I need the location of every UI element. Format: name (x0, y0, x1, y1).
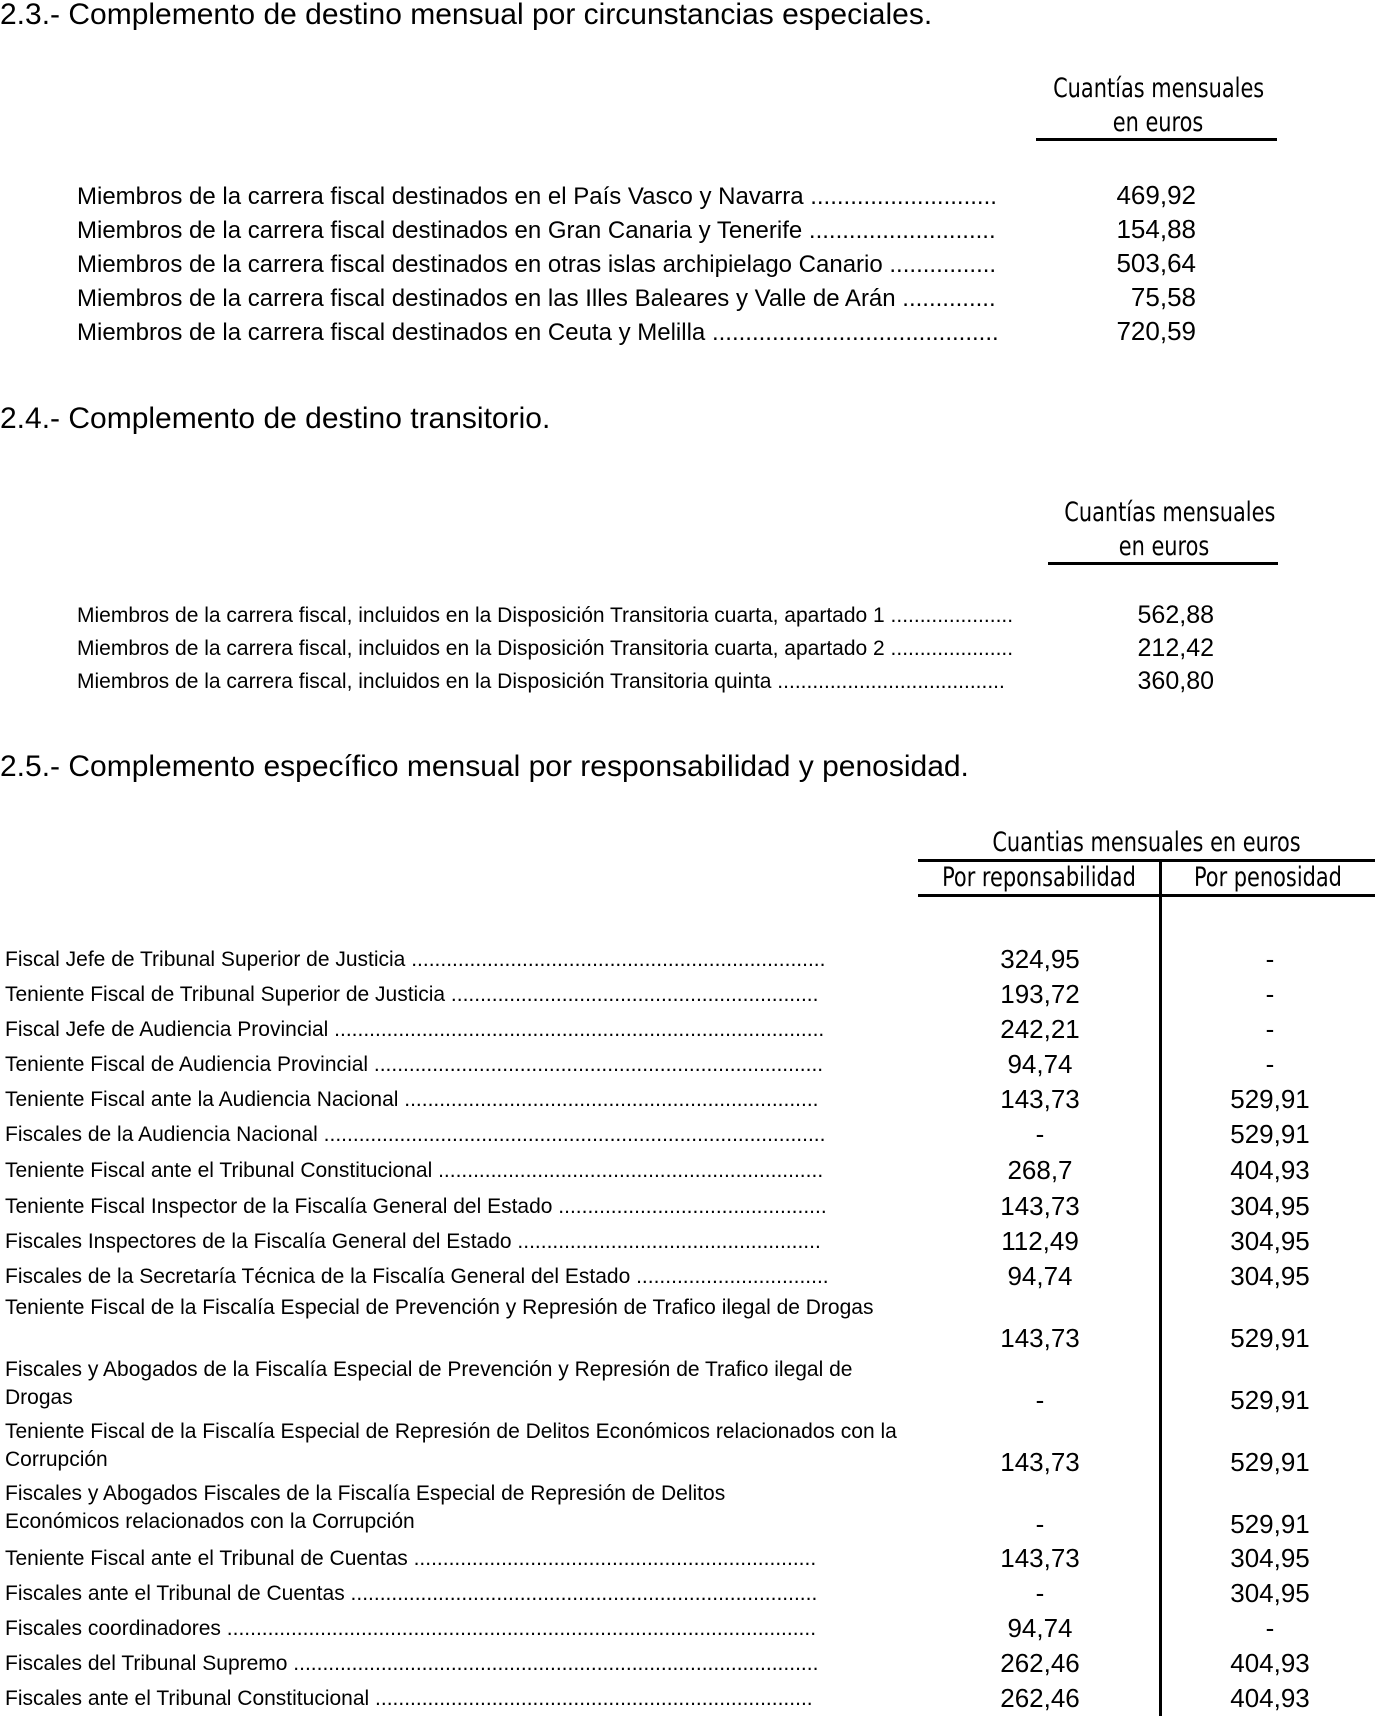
table-row-resp: 143,73 (1000, 1323, 1080, 1353)
table-row-resp: 324,95 (1000, 944, 1080, 974)
table-row-pen: 304,95 (1230, 1543, 1310, 1573)
table-row-label: Miembros de la carrera fiscal, incluidos en la Disposición Transitoria cuarta, apartado 1 ..................... (77, 604, 1014, 627)
table-row-pen: - (1265, 1049, 1275, 1079)
table-row-label: Miembros de la carrera fiscal, incluidos en la Disposición Transitoria cuarta, apartado 2 ..................... (77, 637, 1014, 660)
section-2-5-group-header: Cuantias mensuales en euros (992, 827, 1301, 858)
table-row-label: Fiscales de la Secretaría Técnica de la Fiscalía General del Estado ................................. (5, 1265, 829, 1288)
table-row-resp: - (1035, 1578, 1045, 1608)
table-row-pen: - (1265, 1014, 1275, 1044)
table-row-value: 75,58 (1130, 282, 1196, 312)
section-2-5-col2-header: Por penosidad (1194, 862, 1342, 893)
section-2-4-column-header-line2: en euros (1118, 531, 1210, 562)
table-row-label: Miembros de la carrera fiscal destinados en otras islas archipielago Canario ................ (77, 251, 997, 278)
table-row-pen: - (1265, 979, 1275, 1009)
table-row-resp: 193,72 (1000, 979, 1080, 1009)
table-row-value: 154,88 (1116, 214, 1196, 244)
table-row-pen: 404,93 (1230, 1683, 1310, 1713)
table-row-resp: 242,21 (1000, 1014, 1080, 1044)
table-row-pen: 304,95 (1230, 1261, 1310, 1291)
section-2-4-column-header-line1: Cuantías mensuales (1064, 497, 1276, 528)
table-row-resp: 112,49 (1001, 1226, 1079, 1256)
table-row-label: Miembros de la carrera fiscal destinados en Ceuta y Melilla ........................................... (77, 319, 999, 346)
table-row-label: Teniente Fiscal de Audiencia Provincial ............................................................................. (5, 1053, 824, 1076)
table-row-label: Miembros de la carrera fiscal destinados en Gran Canaria y Tenerife ............................ (77, 217, 996, 244)
table-row-label: Miembros de la carrera fiscal destinados en las Illes Baleares y Valle de Arán .............. (77, 285, 996, 312)
table-row-pen: 529,91 (1230, 1084, 1310, 1114)
section-2-3-column-header-line2: en euros (1112, 107, 1204, 138)
table-row-pen: - (1265, 944, 1275, 974)
table-row-pen: 304,95 (1230, 1226, 1310, 1256)
table-row-label: Fiscales ante el Tribunal Constitucional ........................................................................... (5, 1687, 813, 1710)
table-row-pen: 404,93 (1230, 1155, 1310, 1185)
table-row-resp: 143,73 (1000, 1447, 1080, 1477)
table-row-resp: - (1035, 1385, 1045, 1415)
section-2-5-header-rule (918, 894, 1375, 897)
table-row-label: Teniente Fiscal de la Fiscalía Especial de Prevención y Represión de Trafico ilegal de Drogas (5, 1296, 874, 1319)
table-row-pen: 529,91 (1230, 1119, 1310, 1149)
section-2-5-column-divider (1159, 860, 1162, 1716)
table-row-pen: 304,95 (1230, 1191, 1310, 1221)
section-2-5-heading: 2.5.- Complemento específico mensual por responsabilidad y penosidad. (0, 750, 969, 783)
table-row-label: Fiscales del Tribunal Supremo .......................................................................................... (5, 1652, 819, 1675)
table-row-pen: 529,91 (1230, 1323, 1310, 1353)
table-row-label: Teniente Fiscal Inspector de la Fiscalía General del Estado .............................................. (5, 1195, 827, 1218)
table-row-resp: 268,7 (1007, 1155, 1073, 1185)
table-row-label: Fiscales Inspectores de la Fiscalía General del Estado .................................................... (5, 1230, 821, 1253)
table-row-label: Miembros de la carrera fiscal, incluidos en la Disposición Transitoria quinta ....................................... (77, 670, 1005, 693)
table-row-label: Teniente Fiscal ante la Audiencia Nacional ....................................................................... (5, 1088, 819, 1111)
table-row-value: 360,80 (1137, 667, 1214, 695)
table-row-pen: - (1265, 1613, 1275, 1643)
table-row-label: Teniente Fiscal ante el Tribunal Constitucional .................................................................. (5, 1159, 824, 1182)
table-row-pen: 529,91 (1230, 1509, 1310, 1539)
table-row-label: Teniente Fiscal ante el Tribunal de Cuentas ..................................................................... (5, 1547, 817, 1570)
table-row-value: 562,88 (1137, 601, 1214, 629)
table-row-resp: 262,46 (1000, 1683, 1080, 1713)
table-row-resp: 143,73 (1000, 1191, 1080, 1221)
table-row-resp: - (1035, 1509, 1045, 1539)
table-row-resp: 94,74 (1007, 1049, 1073, 1079)
table-row-pen: 529,91 (1230, 1447, 1310, 1477)
table-row-pen: 304,95 (1230, 1578, 1310, 1608)
table-row-label: Fiscales y Abogados de la Fiscalía Especial de Prevención y Represión de Trafico ilegal de Drogas (5, 1358, 853, 1409)
table-row-label: Teniente Fiscal de Tribunal Superior de Justicia ............................................................... (5, 983, 819, 1006)
section-2-3-header-rule (1036, 138, 1277, 141)
table-row-label: Fiscal Jefe de Audiencia Provincial .................................................................................... (5, 1018, 825, 1041)
table-row-label: Fiscales ante el Tribunal de Cuentas ................................................................................ (5, 1582, 818, 1605)
table-row-resp: 94,74 (1007, 1261, 1073, 1291)
section-2-3-heading: 2.3.- Complemento de destino mensual por circunstancias especiales. (0, 0, 933, 31)
table-row-resp: 143,73 (1000, 1084, 1080, 1114)
section-2-5-col1-header: Por reponsabilidad (942, 862, 1136, 893)
table-row-resp: - (1035, 1119, 1045, 1149)
section-2-4-header-rule (1048, 562, 1278, 565)
table-row-value: 212,42 (1137, 634, 1214, 662)
table-row-label: Teniente Fiscal de la Fiscalía Especial de Represión de Delitos Económicos relacionados con la Corrupción (5, 1420, 897, 1471)
table-row-label: Fiscales y Abogados Fiscales de la Fiscalía Especial de Represión de Delitos Económicos relacionados con la Corrupción (5, 1482, 726, 1533)
table-row-value: 720,59 (1116, 316, 1196, 346)
table-row-value: 503,64 (1116, 248, 1196, 278)
table-row-label: Fiscales coordinadores ..................................................................................................... (5, 1617, 817, 1640)
section-2-4-heading: 2.4.- Complemento de destino transitorio. (0, 402, 551, 435)
table-row-label: Miembros de la carrera fiscal destinados en el País Vasco y Navarra ............................ (77, 183, 997, 210)
table-row-value: 469,92 (1116, 180, 1196, 210)
table-row-label: Fiscales de la Audiencia Nacional ...................................................................................... (5, 1123, 826, 1146)
table-row-resp: 143,73 (1000, 1543, 1080, 1573)
table-row-pen: 529,91 (1230, 1385, 1310, 1415)
table-row-pen: 404,93 (1230, 1648, 1310, 1678)
table-row-label: Fiscal Jefe de Tribunal Superior de Justicia ....................................................................... (5, 948, 826, 971)
table-row-resp: 262,46 (1000, 1648, 1080, 1678)
section-2-3-column-header-line1: Cuantías mensuales (1053, 73, 1265, 104)
table-row-resp: 94,74 (1007, 1613, 1073, 1643)
